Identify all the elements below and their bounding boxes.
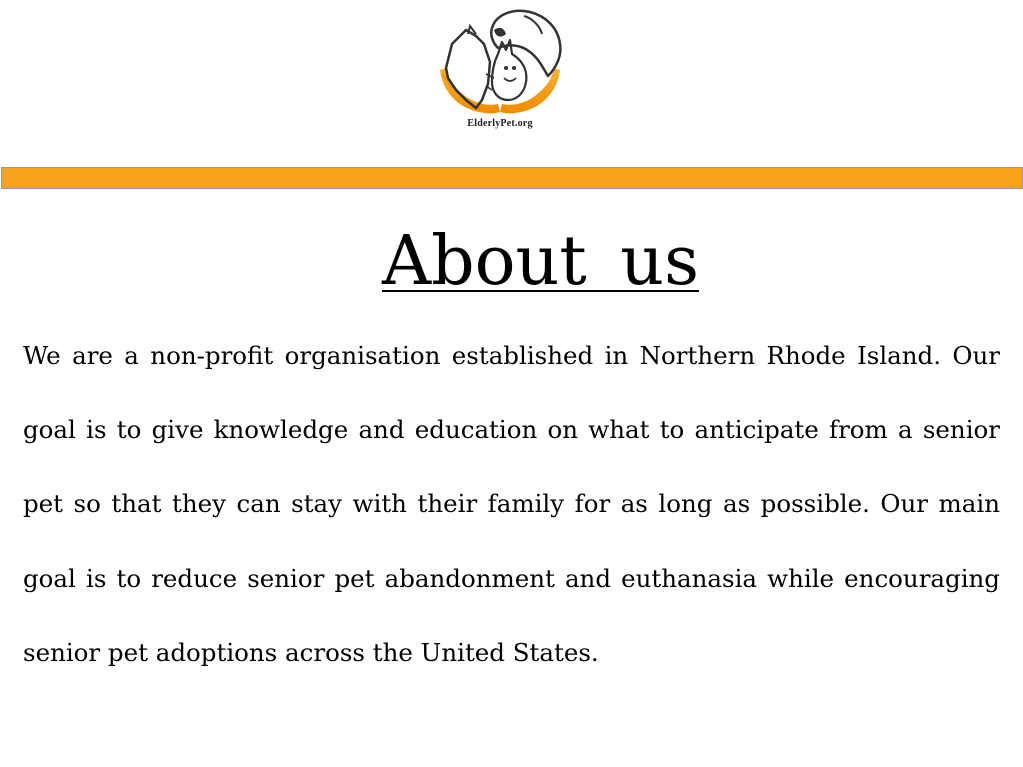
page-title: About us xyxy=(381,222,699,301)
about-paragraph: We are a non-profit organisation established in Northern Rhode Island. Our goal is to give knowledge and education on what to anticipate from a senior pet so that they can stay with their family for as long as possible. Our main goal is to reduce senior pet abandonment and euthanasia while encouraging senior pet adoptions across the United States. xyxy=(23,341,1000,667)
orange-divider-bar xyxy=(1,167,1023,189)
logo-caption: ElderlyPet.org xyxy=(467,118,533,129)
